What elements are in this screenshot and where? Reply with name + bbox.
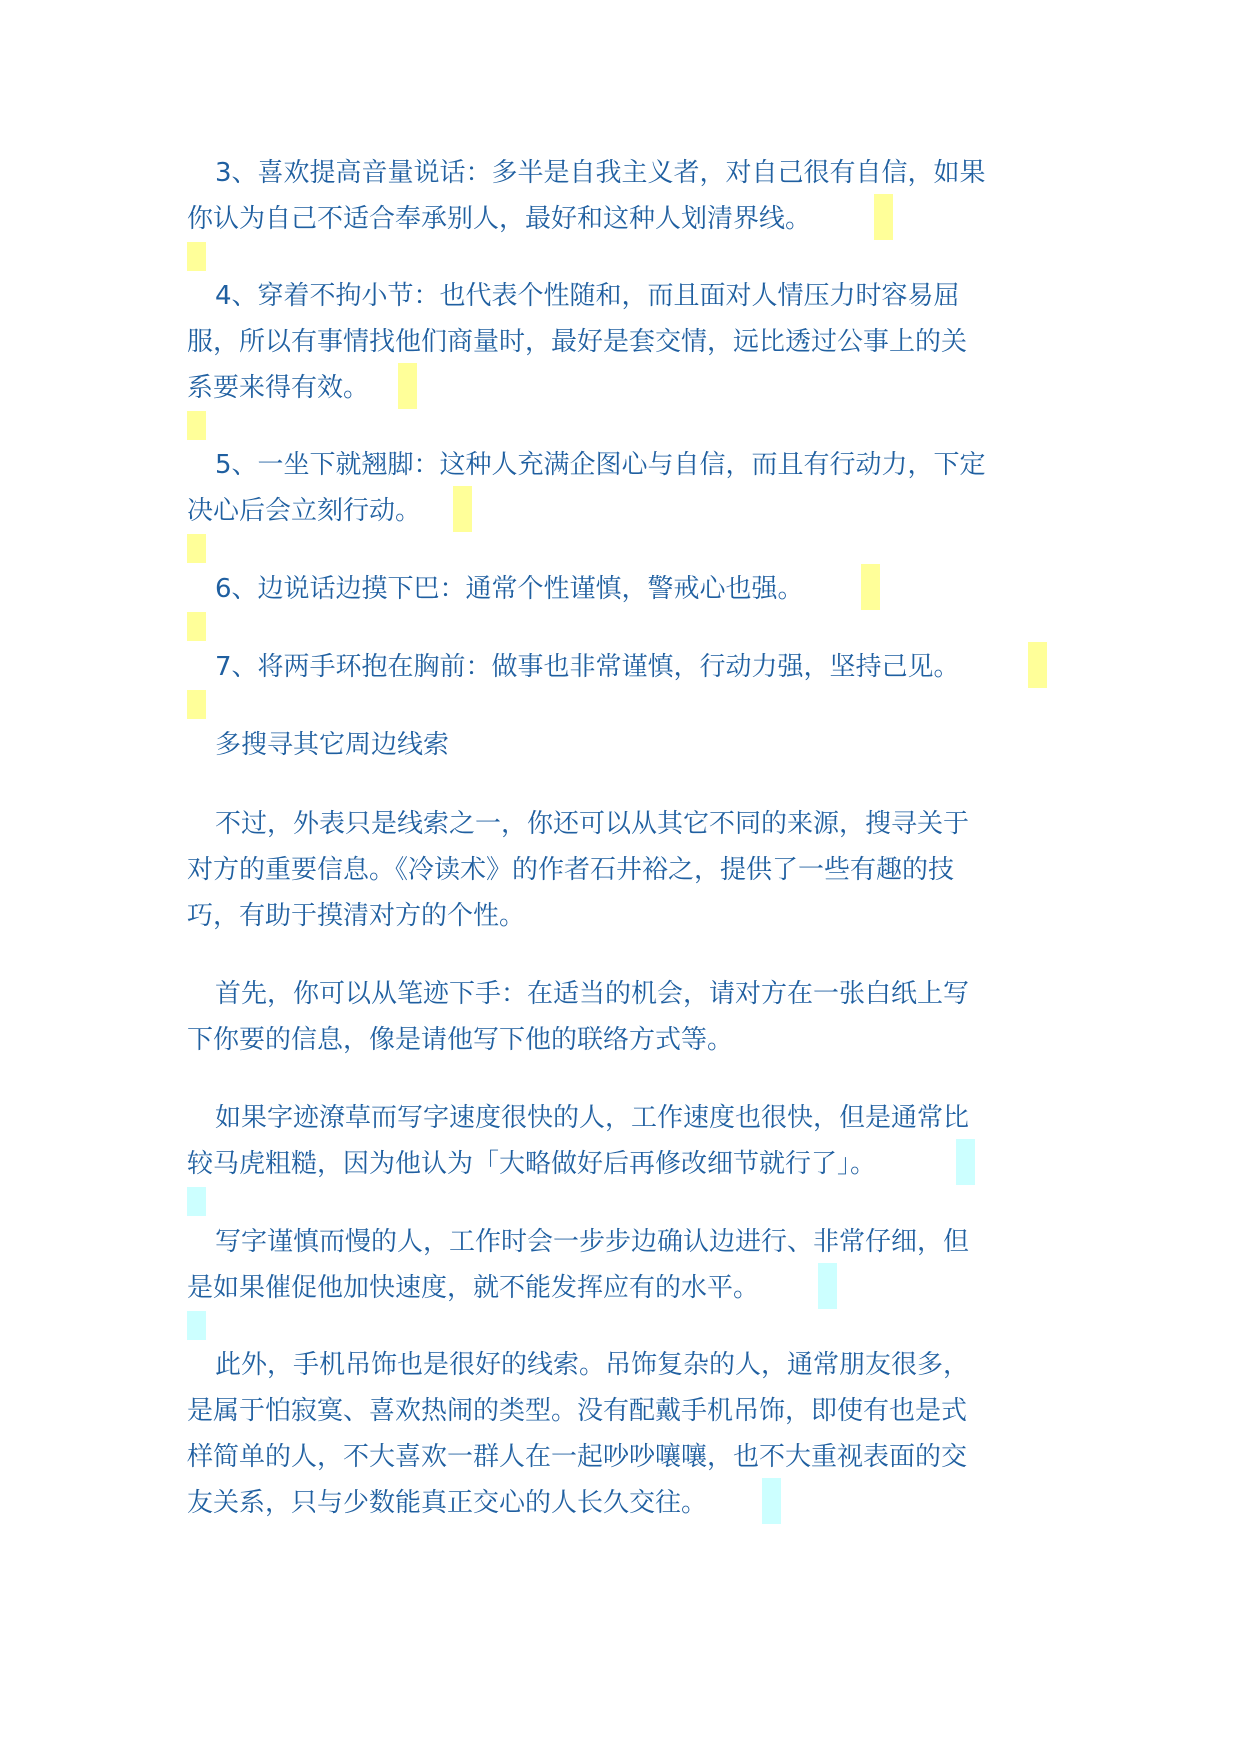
highlight-marker <box>874 194 893 240</box>
section-heading: 多搜寻其它周边线索 <box>215 730 450 760</box>
paragraph-2-line-2: 服，所以有事情找他们商量时，最好是套交情，远比透过公事上的关 <box>187 327 968 357</box>
highlight-marker <box>187 411 206 440</box>
paragraph-7-line-3: 巧，有助于摸清对方的个性。 <box>187 901 526 931</box>
highlight-marker <box>187 1187 206 1216</box>
highlight-marker <box>187 242 206 271</box>
paragraph-11-line-3: 样简单的人，不大喜欢一群人在一起吵吵嚷嚷，也不大重视表面的交 <box>187 1442 968 1472</box>
paragraph-2-line-3: 系要来得有效。 <box>187 373 370 403</box>
paragraph-3-line-1: 5、一坐下就翘脚：这种人充满企图心与自信，而且有行动力，下定 <box>215 450 986 480</box>
paragraph-1-line-2: 你认为自己不适合奉承别人，最好和这种人划清界线。 <box>187 204 812 234</box>
paragraph-10-line-2: 是如果催促他加快速度，就不能发挥应有的水平。 <box>187 1273 760 1303</box>
highlight-marker <box>187 534 206 563</box>
paragraph-8-line-1: 首先，你可以从笔迹下手：在适当的机会，请对方在一张白纸上写 <box>215 979 970 1009</box>
paragraph-3-line-2: 决心后会立刻行动。 <box>187 496 422 526</box>
highlight-marker <box>1028 642 1047 688</box>
paragraph-8-line-2: 下你要的信息，像是请他写下他的联络方式等。 <box>187 1025 734 1055</box>
highlight-marker <box>762 1478 781 1524</box>
paragraph-9-line-2: 较马虎粗糙，因为他认为「大略做好后再修改细节就行了」。 <box>187 1149 877 1179</box>
paragraph-11-line-1: 此外，手机吊饰也是很好的线索。吊饰复杂的人，通常朋友很多， <box>215 1350 970 1380</box>
paragraph-1-line-1: 3、喜欢提高音量说话：多半是自我主义者，对自己很有自信，如果 <box>215 158 986 188</box>
highlight-marker <box>187 612 206 641</box>
paragraph-7-line-1: 不过，外表只是线索之一，你还可以从其它不同的来源，搜寻关于 <box>215 809 970 839</box>
highlight-marker <box>398 363 417 409</box>
paragraph-7-line-2: 对方的重要信息。《冷读术》的作者石井裕之，提供了一些有趣的技 <box>187 855 955 885</box>
highlight-marker <box>187 690 206 719</box>
paragraph-4-line-1: 6、边说话边摸下巴：通常个性谨慎，警戒心也强。 <box>215 574 804 604</box>
highlight-marker <box>861 564 880 610</box>
highlight-marker <box>187 1311 206 1340</box>
paragraph-10-line-1: 写字谨慎而慢的人，工作时会一步步边确认边进行、非常仔细，但 <box>215 1227 970 1257</box>
paragraph-5-line-1: 7、将两手环抱在胸前：做事也非常谨慎，行动力强，坚持己见。 <box>215 652 960 682</box>
highlight-marker <box>818 1263 837 1309</box>
paragraph-2-line-1: 4、穿着不拘小节：也代表个性随和，而且面对人情压力时容易屈 <box>215 281 960 311</box>
paragraph-11-line-4: 友关系，只与少数能真正交心的人长久交往。 <box>187 1488 708 1518</box>
paragraph-11-line-2: 是属于怕寂寞、喜欢热闹的类型。没有配戴手机吊饰，即使有也是式 <box>187 1396 968 1426</box>
highlight-marker <box>956 1139 975 1185</box>
paragraph-9-line-1: 如果字迹潦草而写字速度很快的人，工作速度也很快，但是通常比 <box>215 1103 970 1133</box>
highlight-marker <box>453 486 472 532</box>
